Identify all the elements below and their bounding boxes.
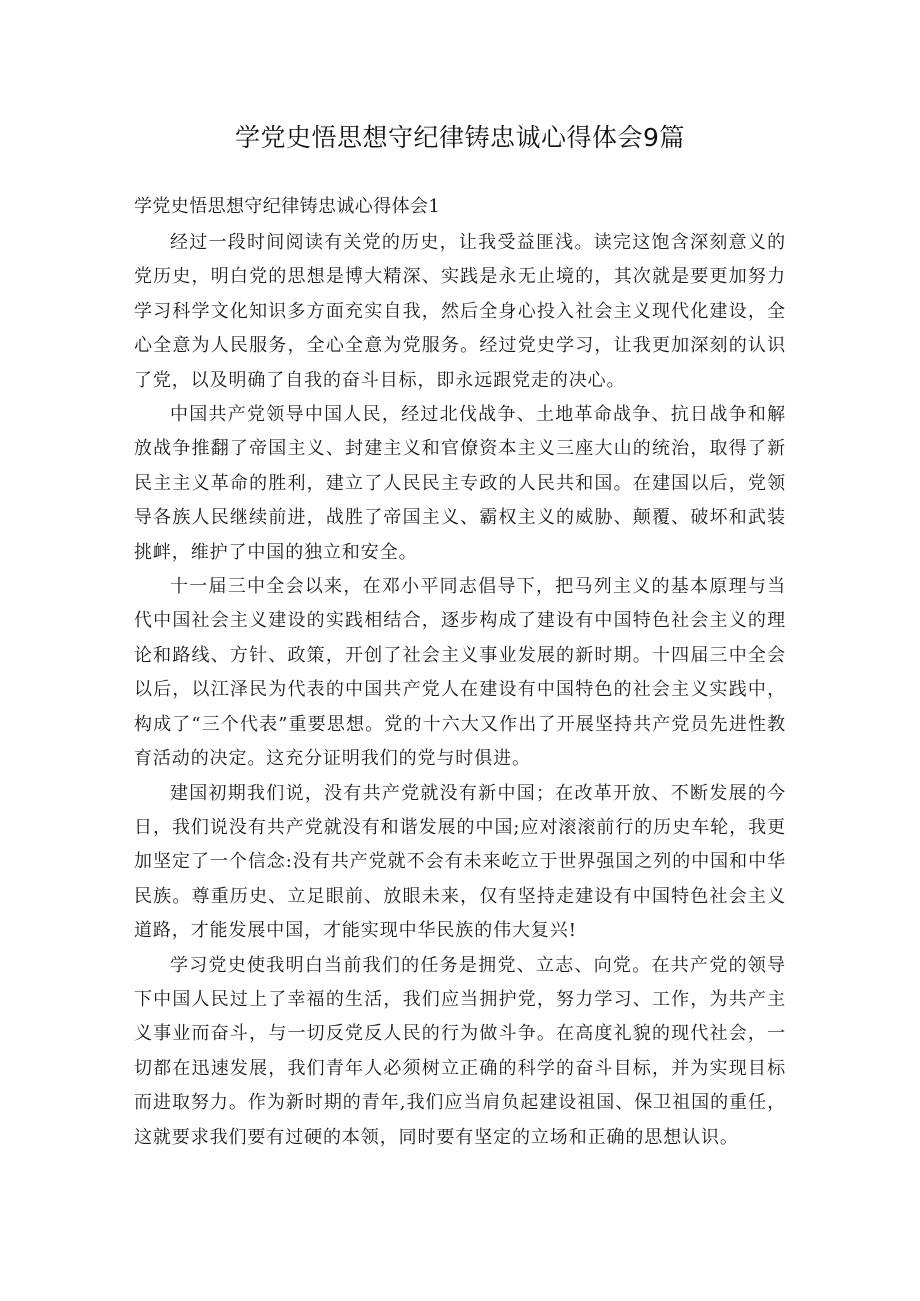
paragraph-4: 建国初期我们说，没有共产党就没有新中国；在改革开放、不断发展的今日，我们说没有共产党就没有和谐发展的中国;应对滚滚前行的历史车轮，我更加坚定了一个信念:没有共产党就不会有未来屹立于世界强国之列的中国和中华民族。尊重历史、立足眼前、放眼未来，仅有坚持走建设有中国特色社会主义道路，才能发展中国，才能实现中华民族的伟大复兴! (134, 782, 786, 942)
paragraph-3: 十一届三中全会以来，在邓小平同志倡导下，把马列主义的基本原理与当代中国社会主义建设的实践相结合，逐步构成了建设有中国特色社会主义的理论和路线、方针、政策，开创了社会主义事业发展的新时期。十四届三中全会以后，以江泽民为代表的中国共产党人在建设有中国特色的社会主义实践中，构成了“三个代表”重要思想。党的十六大又作出了开展坚持共产党员先进性教育活动的决定。这充分证明我们的党与时俱进。 (134, 576, 786, 770)
paragraph-5: 学习党史使我明白当前我们的任务是拥党、立志、向党。在共产党的领导下中国人民过上了幸福的生活，我们应当拥护党，努力学习、工作，为共产主义事业而奋斗，与一切反党反人民的行为做斗争。在高度礼貌的现代社会，一切都在迅速发展，我们青年人必须树立正确的科学的奋斗目标，并为实现目标而进取努力。作为新时期的青年,我们应当肩负起建设祖国、保卫祖国的重任，这就要求我们要有过硬的本领，同时要有坚定的立场和正确的思想认识。 (134, 954, 786, 1148)
document-body (134, 188, 786, 1155)
document-title: 学党史悟思想守纪律铸忠诚心得体会9篇 (235, 123, 685, 152)
section-heading: 学党史悟思想守纪律铸忠诚心得体会1 (134, 196, 441, 217)
paragraph-1: 经过一段时间阅读有关党的历史，让我受益匪浅。读完这饱含深刻意义的党历史，明白党的思想是博大精深、实践是永无止境的，其次就是要更加努力学习科学文化知识多方面充实自我，然后全身心投入社会主义现代化建设，全心全意为人民服务，全心全意为党服务。经过党史学习，让我更加深刻的认识了党，以及明确了自我的奋斗目标，即永远跟党走的决心。 (134, 232, 786, 391)
paragraph-2: 中国共产党领导中国人民，经过北伐战争、土地革命战争、抗日战争和解放战争推翻了帝国主义、封建主义和官僚资本主义三座大山的统治，取得了新民主主义革命的胜利，建立了人民民主专政的人民共和国。在建国以后，党领导各族人民继续前进，战胜了帝国主义、霸权主义的威胁、颠覆、破坏和武装挑衅，维护了中国的独立和安全。 (134, 404, 786, 563)
